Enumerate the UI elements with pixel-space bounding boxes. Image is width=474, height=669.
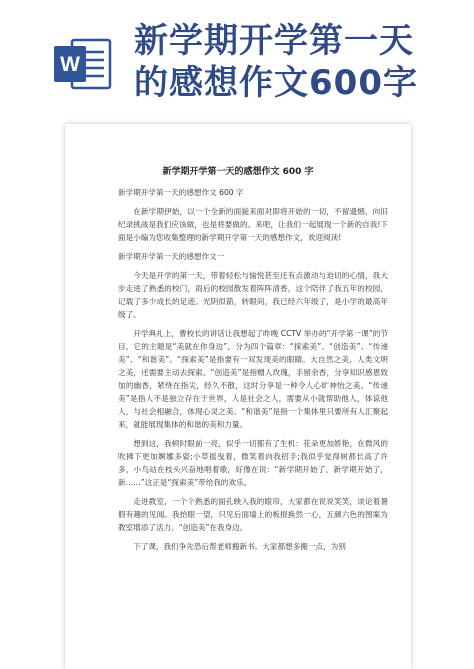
header-banner (0, 0, 474, 110)
document-heading: 新学期开学第一天的感想作文 600 字 (162, 167, 314, 177)
word-icon-letter: W (60, 53, 80, 76)
paragraph: 在新学期伊始，以一个全新的面貌来面对即将开始的一切，不留遗憾，向旧纪录挑战是我们应该做，也是将要做的。来吧，让我们一起展现一个新的自我!下面是小编为您收集整理的新学期开学第一天的感想作文，欢迎阅读! (118, 207, 388, 242)
paragraph: 开学典礼上，曹校长的讲话让我想起了昨晚 CCTV 举办的“开学第一课”的节目，它的主题是“美就在你身边”，分为四个篇章：“探索美”、“创造美”、“传递美”、“和谐美”。“探索美”是指要有一双发现美的眼睛。大自然之美，人类文明之美，还需要主动去探索。“创造美”是指赠人玫瑰，手留余香，分享知识感恩致加的幽香，紧绕在指尖，经久不散，这时分享是一种令人心旷神怡之美。“传递美”是指人不是独立存在于世界，人是社会之人，需要从小就帮助他人，体谅他人，与社会相融合，体现心灵之美。“和谐美”是指一个集体里只要所有人汇聚起来，就能展现集体的和谐的美和力量。 (118, 329, 388, 429)
paragraph: 走进教室，一个个熟悉的面孔映入我的眼帘，大家都在说说笑笑，谈论着暑假有趣的见闻。我抬眼一望，只见后面墙上的板报换然一心，五颜六色的图案为教室增添了活力。“创造美”在我身边。 (118, 497, 388, 532)
word-document-icon (50, 32, 114, 96)
document-body (118, 186, 388, 559)
paragraph: 下了课，我们争先恐后帮老师搬新书。大家都想多搬一点，为别 (133, 542, 346, 551)
paragraph: 新学期开学第一天的感想作文 600 字 (118, 188, 244, 197)
document-page (65, 124, 411, 669)
paragraph: 想到这，我顿时眼前一亮，似乎一切都有了生机：花朵更加娇艳，在微风的吹拂下更加婀娜多姿;小草摇曳着，微笑着向我招手;我似乎觉得树都长高了许多，小鸟站在枝头兴奋地唱着歌，好像在说：“新学期开始了，新学期开始了，新……”这正是“探索美”带给我的欢乐。 (118, 439, 388, 487)
paragraph: 今天是开学的第一天，带着轻松与愉悦甚至还有点激动与迫切的心情，我大步走进了熟悉的校门，雨后的校园散发着阵阵清香，这个陪伴了我五年的校园，记载了多少成长的足迹。光阴似箭，转眼间，我已经六年级了，是小学的最高年级了。 (118, 271, 388, 319)
banner-title: 新学期开学第一天 的感想作文600字 (134, 21, 418, 103)
section-heading: 新学期开学第一天的感想作文一 (118, 252, 225, 261)
